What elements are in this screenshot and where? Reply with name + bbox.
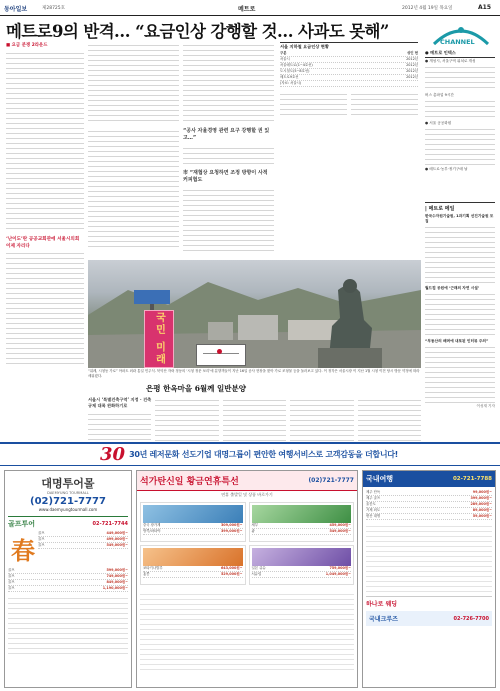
ad-item-price: 99,000원~ [472, 490, 492, 494]
bottom-article-subtitle: 서울시 ‘특별건축구역’ 지정 · 건축규제 대폭 완화하기로 [88, 397, 152, 408]
tour-name: 코타키나발루 [143, 566, 163, 570]
sidebar-text-block [425, 344, 495, 404]
table-cell: 2012년 [406, 69, 418, 73]
ad-item-name: 골프 [38, 543, 45, 547]
table-cell: 2012년 [406, 75, 418, 79]
left-subhead: ‘난이도’란 공공교회관에 서울시의회 이제 자리다 [6, 237, 80, 249]
right-ad-phone[interactable]: 02-721-7788 [452, 476, 492, 482]
location-map-inset [196, 344, 246, 366]
tour-price: 1,049,000원~ [325, 572, 351, 576]
sidebar-text-block [425, 224, 495, 284]
ad-item-price: 1,190,000원~ [102, 586, 128, 590]
ad-item-price: 289,000원~ [470, 502, 492, 506]
table-cell: 도시철도(5~8호선) [280, 69, 310, 73]
newspaper-name: 동아일보 [4, 6, 28, 13]
golf-tour-title: 골프투어 [8, 520, 36, 528]
left-article [6, 42, 84, 368]
sidebar-subarticle-title: 월드컵 공원에 ‘근래의 자연 시설’ [425, 286, 480, 290]
sidebar-item[interactable]: ● 개성시, 서울구역 위치로 개성 [425, 59, 476, 63]
article-col-4 [183, 145, 274, 167]
table-header-cell: 구분 [280, 51, 287, 55]
subhead-b: 市 “재협상 요청하면 조정 방향이 사적 커피협도 [183, 170, 268, 183]
table-cell: 2012년 [406, 63, 418, 67]
ad-item-price: 549,000원~ [106, 543, 128, 547]
sidebar-text-block [425, 64, 495, 92]
ad-fine-print [8, 595, 128, 655]
ad-list-item[interactable] [38, 543, 128, 549]
ad-list-item[interactable] [366, 514, 492, 520]
photo-banner [144, 310, 174, 368]
tour-image [143, 505, 243, 523]
ad-item-price: 749,000원~ [106, 574, 128, 578]
middle-ad-phone[interactable]: (02)721-7777 [308, 477, 354, 484]
ad-item-price: 399,000원~ [470, 496, 492, 500]
sidebar-subarticle-title: “부동산의 배려에 내포된 인터뷰 주의” [425, 339, 489, 343]
left-body-text-2 [6, 250, 84, 368]
right-ad-title: 국내여행 [366, 475, 394, 483]
tour-image [252, 505, 352, 523]
sidebar-item[interactable]: ● 서울 공공화원 [425, 121, 452, 125]
table-header-cell: 성인 현 [406, 51, 418, 55]
sidebar-index-title: ● 메트로 인덱스 [425, 50, 495, 58]
middle-ad-subtitle: 연휴 출발일 및 상품 바로가기 [221, 492, 273, 497]
tour-price: 309,000원~ [220, 523, 243, 527]
middle-ad-title: 석가탄신일 황금연휴특선 [140, 477, 239, 487]
tour-line [143, 529, 243, 535]
tour-name: 중국 장가계 [143, 523, 161, 527]
article-col-7 [351, 91, 418, 119]
company-phone[interactable]: (02)721-7777 [30, 496, 106, 507]
channel-label: CHANNEL [440, 38, 475, 46]
article-col-5 [183, 187, 274, 253]
photo-scene-icon [88, 260, 421, 368]
tour-name: 일본 큐슈 [251, 566, 266, 570]
sidebar-text-block [425, 98, 495, 120]
right-ad-fine-print [366, 523, 492, 593]
tour-name: 방콕/파타야 [143, 529, 161, 533]
ad-item-price: 59,000원~ [472, 514, 492, 518]
channel-logo [428, 22, 494, 48]
tour-name: 괌 [251, 529, 255, 533]
photo-caption [88, 369, 421, 378]
ad-item-name: 골프 [8, 580, 15, 584]
bottom-article-title: 은평 한옥마을 6월께 일반분양 [146, 384, 246, 393]
sidebar-text-block [425, 126, 495, 166]
ad-list-item[interactable] [8, 586, 128, 592]
sidebar [425, 50, 495, 409]
ad-item-name: 제주 골프 [366, 496, 381, 500]
ad-item-name: 골프 [38, 537, 45, 541]
metro-mail-title: | 메트로 메일 [425, 202, 495, 212]
sidebar-item[interactable]: 버스 총파업 9시간 [425, 93, 454, 97]
banner-anniversary-number: 30 [100, 444, 126, 465]
issue-number: 제28725호 [42, 6, 66, 11]
tour-image [252, 548, 352, 566]
tour-price: 529,000원~ [220, 572, 243, 576]
middle-ad[interactable] [136, 470, 358, 688]
publish-date: 2012년 4월 19일 목요일 [402, 6, 453, 11]
ad-item-name: 골프 [38, 531, 45, 535]
ad-item-name: 골프 [8, 586, 15, 590]
tour-card[interactable] [140, 502, 246, 542]
table-cell: 서울메트로(1~4호선) [280, 63, 313, 67]
company-name: 대명투어몰 [41, 477, 95, 490]
tour-card[interactable] [140, 545, 246, 585]
article-col-2 [183, 42, 274, 122]
tour-price: 643,000원~ [220, 566, 243, 570]
table-cell: 메트로9호선 [280, 75, 299, 79]
news-photo [88, 260, 421, 368]
cruise-title: 국내크루즈 [369, 616, 398, 623]
company-url[interactable]: www.daemyungtourmall.com [38, 507, 98, 512]
tour-price: 759,000원~ [329, 566, 351, 570]
tour-card[interactable] [249, 502, 355, 542]
sidebar-subarticle-title: 한국수자원기술원, 1과기획 선진기술원 모집 [425, 214, 494, 223]
tour-price: 549,000원~ [329, 529, 351, 533]
table-cell: (자료: 서울시) [280, 81, 302, 85]
headline: 메트로9의 반격… “요금인상 강행할 것… 사과도 못해” [6, 22, 389, 41]
ad-banner[interactable] [0, 442, 500, 466]
ad-item-name: 제주 단독 [366, 490, 381, 494]
golf-phone[interactable]: 02-721-7744 [92, 521, 128, 527]
left-ad[interactable] [4, 470, 132, 688]
article-col-6 [280, 91, 347, 119]
company-name-en: DAEMYUNG TOURMALL [47, 491, 89, 495]
ad-item-name: 골프 [8, 574, 15, 578]
table-row [280, 81, 418, 87]
ad-item-name: 울릉도 [366, 502, 376, 506]
ad-item-price: 499,000원~ [106, 537, 128, 541]
page-number: A15 [478, 4, 491, 11]
subhead-a: “공사 자율경영 관련 요구 강행할 권 있고…” [183, 128, 270, 141]
tour-price: 399,000원~ [220, 529, 243, 533]
article-lede: ■ 요금 분쟁 2라운드 [6, 43, 48, 48]
sidebar-text-block [425, 291, 495, 337]
article-body-text [6, 50, 84, 230]
tour-card[interactable] [249, 545, 355, 585]
ad-item-name: 거제 외도 [366, 508, 381, 512]
table-cell: 2012년 [406, 57, 418, 61]
article-col-3 [88, 128, 179, 250]
banner-text: 30년 레저문화 선도기업 대명그룹이 편안한 여행서비스로 고객감동을 더합니다! [129, 450, 399, 459]
tour-line [252, 529, 352, 535]
tour-name: 세부 [251, 523, 259, 527]
article-col-1 [88, 42, 179, 122]
ad-item-price: 449,000원~ [106, 531, 128, 535]
spring-title: 春 [11, 536, 35, 565]
ad-item-price: 599,000원~ [106, 568, 128, 572]
data-table [280, 42, 418, 119]
photo-caption-text: “위례, 시청동 가로” 아파트 외곽 통일 민주식. 북악산 자락 정동의 ‘시청 정문 보리’에 분향객들이 지난 16일 공사 현장을 찾아 가로 조형물 등을 둘러보고 있다. 이 정각은 서울시장 이 지난 1월 시청 이전 당시 방문 약정에 따라 세워졌다. [88, 369, 420, 378]
photo-banner-text: 국민 미래 [153, 312, 165, 366]
tour-image [143, 548, 243, 566]
ad-item-price: 849,000원~ [106, 580, 128, 584]
cruise-phone[interactable]: 02-726-7700 [453, 615, 489, 622]
right-ad[interactable] [362, 470, 496, 688]
tour-price: 459,000원~ [329, 523, 351, 527]
sidebar-item[interactable]: ● 메트로·농부·정기구매 날 [425, 167, 468, 171]
tour-name: 서유럽 [251, 572, 262, 576]
table-cell: 서울시 [280, 57, 290, 61]
sidebar-byline: 이성재 기자 [476, 404, 495, 408]
middle-article [88, 42, 274, 253]
section-title: 메트로 [238, 6, 256, 13]
tour-line [252, 572, 352, 578]
tour-name: 홍콩 [143, 572, 150, 576]
ad-item-name: 골프 [8, 568, 15, 572]
middle-ad-fine-print [140, 591, 354, 671]
tour-line [143, 572, 243, 578]
table-title: 서울 지하철 요금인상 현황 [280, 44, 329, 49]
ad-item-name: 변산 대명 [366, 514, 381, 518]
ad-item-price: 89,000원~ [472, 508, 492, 512]
stay-title: 하나로 웨딩 [366, 596, 492, 608]
page-header [0, 0, 500, 16]
